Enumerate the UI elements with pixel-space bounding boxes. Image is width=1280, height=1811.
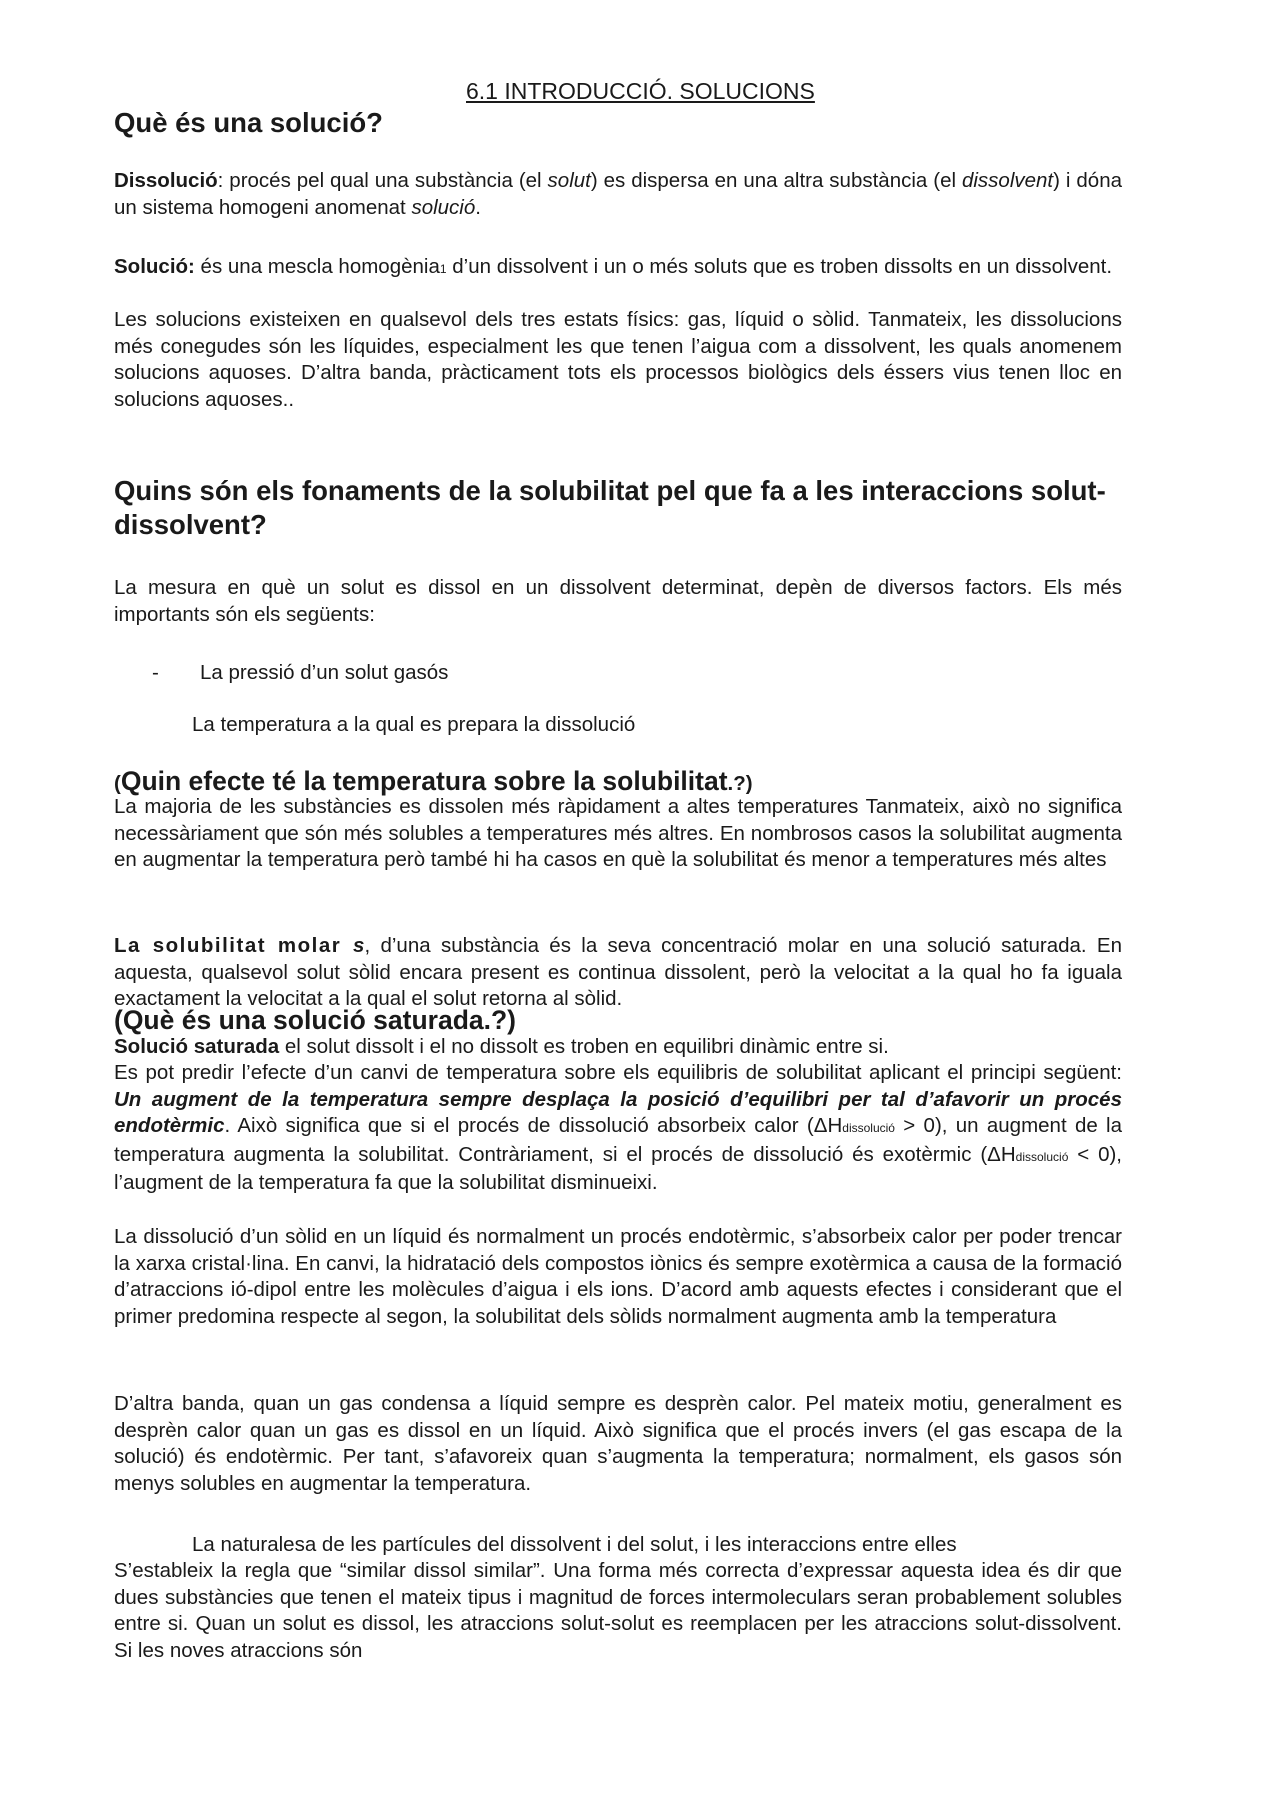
term-solucio: Solució:: [114, 255, 195, 278]
heading-que-es-solucio: Què és una solució?: [114, 107, 383, 138]
paragraph-naturalesa-heading: La naturalesa de les partícules del dissolvent i del solut, i les interaccions entre elles: [192, 1533, 957, 1556]
bullet-pressio: La pressió d’un solut gasós: [200, 661, 449, 684]
page-title: 6.1 INTRODUCCIÓ. SOLUCIONS: [466, 78, 815, 104]
paragraph-estats: Les solucions existeixen en qualsevol dels tres estats físics: gas, líquid o sòlid. Tanmateix, les dissolucions més conegudes són les líquides, especialment les que tenen l’aigua com a dissolvent, les quals anomenem solucions aquoses. D’altra banda, pràcticament tots els processos biològics dels éssers vius tenen lloc en solucions aquoses..: [114, 308, 1122, 411]
paragraph-principi: Es pot predir l’efecte d’un canvi de temperatura sobre els equilibris de solubilitat aplicant el principi següent: Un augment de la temperatura sempre desplaça la posició d’equilibri per tal d’afavorir un procés endotèrmic. Això significa que si el procés de dissolució absorbeix calor (ΔHdissolució > 0), un augment de la temperatura augmenta la solubilitat. Contràriament, si el procés de dissolució és exotèrmic (ΔHdissolució < 0), l’augment de la temperatura fa que la solubilitat disminueixi.: [114, 1061, 1122, 1194]
paragraph-majoria: La majoria de les substàncies es dissolen més ràpidament a altes temperatures Tanmateix, això no significa necessàriament que són més solubles a temperatures més altres. En nombrosos casos la solubilitat augmenta en augmentar la temperatura però també hi ha casos en què la solubilitat és menor a temperatures més altes: [114, 795, 1122, 871]
paragraph-solid-liquid: La dissolució d’un sòlid en un líquid és normalment un procés endotèrmic, s’absorbeix calor per poder trencar la xarxa cristal·lina. En canvi, la hidratació dels compostos iònics és sempre exotèrmica a causa de la formació d’atraccions ió-dipol entre les molècules d’aigua i els ions. D’acord amb aquests efectes i considerant que el primer predomina respecte al segon, la solubilitat dels sòlids normalment augmenta amb la temperatura: [114, 1225, 1122, 1328]
principle-statement: Un augment de la temperatura sempre desplaça la posició d’equilibri per tal d’afavorir un procés endotèrmic: [114, 1087, 1122, 1137]
paragraph-solubilitat-molar: La solubilitat molar s, d’una substància és la seva concentració molar en una solució saturada. En aquesta, qualsevol solut sòlid encara present es continua dissolent, però la velocitat a la qual ho fa iguala exactament la velocitat a la qual el solut retorna al sòlid.: [114, 934, 1123, 1010]
paragraph-similar: S’estableix la regla que “similar dissol similar”. Una forma més correcta d’expressar aquesta idea és dir que dues substàncies que tenen el mateix tipus i magnitud de forces intermoleculars seran probablement solubles entre si. Quan un solut es dissol, les atraccions solut-solut es reemplacen per les atraccions solut-dissolvent. Si les noves atraccions són: [114, 1559, 1122, 1662]
bullet-temperatura: La temperatura a la qual es prepara la dissolució: [192, 713, 636, 736]
term-solucio-saturada: Solució saturada: [114, 1035, 280, 1058]
paragraph-mesura: La mesura en què un solut es dissol en un dissolvent determinat, depèn de diversos factors. Els més importants són els següents:: [114, 576, 1122, 626]
term-solubilitat-molar: La solubilitat molar: [114, 934, 354, 957]
heading-fonaments: Quins són els fonaments de la solubilitat pel que fa a les interaccions solut-dissolvent?: [114, 475, 1106, 540]
heading-solucio-saturada: (Què és una solució saturada.?): [114, 1005, 517, 1035]
paragraph-gas: D’altra banda, quan un gas condensa a líquid sempre es desprèn calor. Pel mateix motiu, generalment es desprèn calor quan un gas es dissol en un líquid. Això significa que el procés invers (el gas escapa de la solució) és endotèrmic. Per tant, s’afavoreix quan s’augmenta la temperatura; normalment, els gasos són menys solubles en augmentar la temperatura.: [114, 1392, 1122, 1495]
heading-efecte-temperatura: (Quin efecte té la temperatura sobre la solubilitat.?): [114, 766, 753, 796]
paragraph-solucio: Solució: és una mescla homogènia1 d’un dissolvent i un o més soluts que es troben dissolts en un dissolvent.: [114, 255, 1113, 278]
term-dissolucio: Dissolució: [114, 169, 218, 192]
bullet-dash: -: [152, 661, 159, 684]
paragraph-saturada: Solució saturada el solut dissolt i el no dissolt es troben en equilibri dinàmic entre si.: [114, 1035, 889, 1058]
paragraph-dissolucio: Dissolució: procés pel qual una substància (el solut) es dispersa en una altra substància (el dissolvent) i dóna un sistema homogeni anomenat solució.: [114, 169, 1122, 219]
footnote-ref: 1: [439, 262, 447, 276]
